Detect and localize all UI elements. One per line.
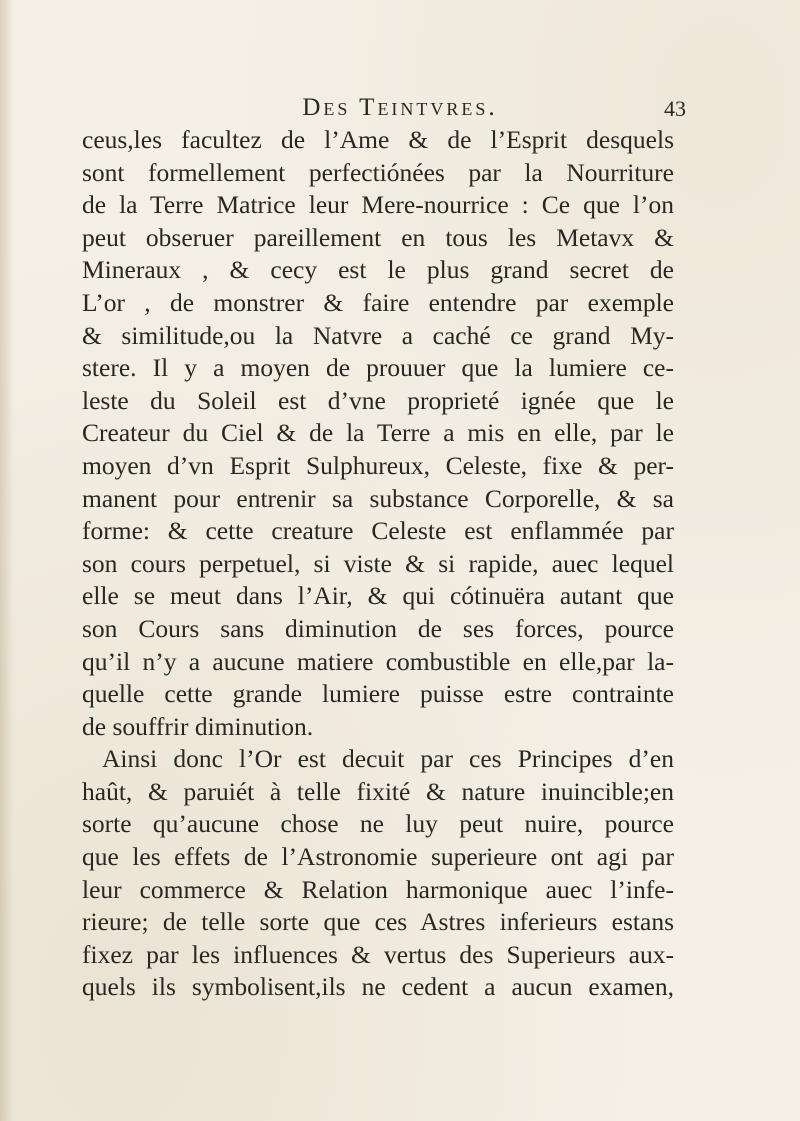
text-line: rieure; de telle sorte que ces Astres inferieurs estans [82,907,674,937]
text-line: stere. Il y a moyen de prouuer que la lumiere ce- [82,353,674,383]
page-number: 43 [664,96,686,121]
text-line: sont formellement perfectiónées par la Nourriture [82,157,674,187]
text-line: peut obseruer pareillement en tous les Metavx & [82,222,674,252]
text-line: que les effets de l’Astronomie superieure ont agi par [82,842,674,872]
text-line: fixez par les influences & vertus des Superieurs aux- [82,939,674,969]
text-line: Createur du Ciel & de la Terre a mis en elle, par le [82,418,674,448]
text-line: de souffrir diminution. [82,711,314,741]
text-line: leur commerce & Relation harmonique auec l’infe- [82,874,674,904]
text-line: sorte qu’aucune chose ne luy peut nuire, pource [82,809,674,839]
text-line: moyen d’vn Esprit Sulphureux, Celeste, fixe & per- [82,450,674,480]
text-line: ceus,les facultez de l’Ame & de l’Esprit desquels [82,125,674,154]
text-line: L’or , de monstrer & faire entendre par exemple [82,287,674,317]
text-line: qu’il n’y a aucune matiere combustible en elle,par la- [82,646,674,676]
text-line: quelle cette grande lumiere puisse estre contrainte [82,679,674,709]
body-text [82,124,674,1004]
text-line: son Cours sans diminution de ses forces, pource [82,613,674,643]
text-line: leste du Soleil est d’vne proprieté ignée que le [82,385,674,415]
text-line: Mineraux , & cecy est le plus grand secret de [82,255,674,285]
running-head: Des Teintvres. [302,94,498,121]
text-line: quels ils symbolisent,ils ne cedent a aucun examen, [82,972,674,1002]
text-line: elle se meut dans l’Air, & qui cótinuëra autant que [82,581,674,611]
text-line: son cours perpetuel, si viste & si rapide, auec lequel [82,548,674,578]
text-line: manent pour entrenir sa substance Corporelle, & sa [82,483,674,513]
page-header [120,94,686,128]
page-edge-shadow [0,0,14,1121]
text-line: & similitude,ou la Natvre a caché ce grand My- [82,320,674,350]
text-line: de la Terre Matrice leur Mere-nourrice : Ce que l’on [82,190,674,220]
text-line: Ainsi donc l’Or est decuit par ces Principes d’en [102,744,674,774]
text-line: haût, & paruiét à telle fixité & nature inuincible;en [82,776,674,806]
text-line: forme: & cette creature Celeste est enflammée par [82,516,674,546]
